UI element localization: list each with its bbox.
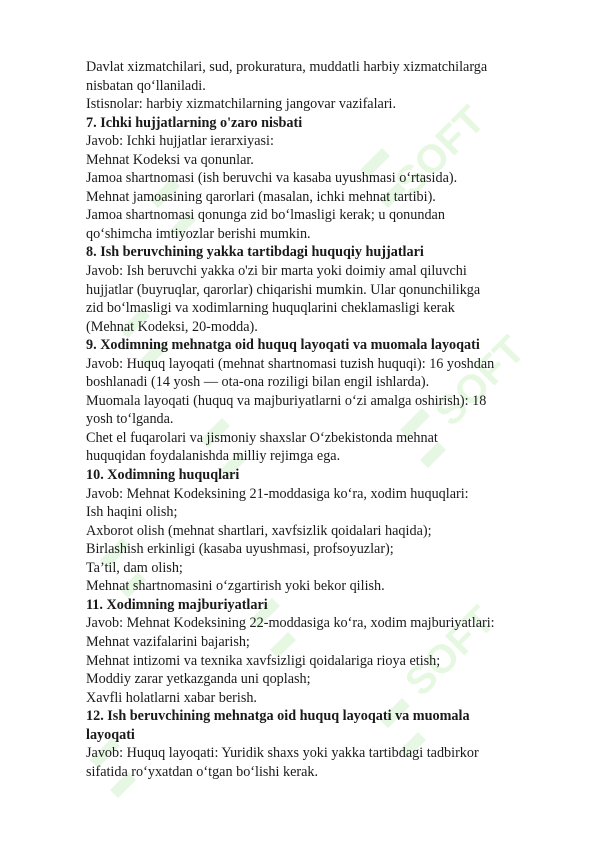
watermark-text-3: SOFT (396, 598, 504, 705)
text-line: nisbatan qo‘llaniladi. (86, 77, 206, 94)
text-line: Axborot olish (mehnat shartlari, xavfsizlik qoidalari haqida); (86, 522, 432, 539)
text-line: Istisnolar: harbiy xizmatchilarning jangovar vazifalari. (86, 96, 397, 113)
text-line: Javob: Ish beruvchi yakka o'zi bir marta yoki doimiy amal qiluvchi (86, 263, 467, 280)
text-line: Mehnat Kodeksi va qonunlar. (86, 151, 254, 168)
text-line: boshlanadi (14 yosh — ota-ona roziligi bilan engil ishlarda). (86, 374, 430, 391)
document-body (86, 58, 556, 781)
text-line: Mehnat intizomi va texnika xavfsizligi qoidalariga rioya etish; (86, 652, 441, 669)
text-line: Chet el fuqarolari va jismoniy shaxslar O‘zbekistonda mehnat (86, 429, 438, 446)
section-heading-line: 12. Ish beruvchining mehnatga oid huquq layoqati va muomala (86, 708, 470, 725)
text-line: (Mehnat Kodeksi, 20-modda). (86, 318, 258, 335)
text-line: Ta’til, dam olish; (86, 559, 183, 576)
text-line: Javob: Mehnat Kodeksining 21-moddasiga ko‘ra, xodim huquqlari: (86, 485, 469, 502)
text-line: hujjatlar (buyruqlar, qarorlar) chiqarishi mumkin. Ular qonunchilikga (86, 281, 481, 298)
text-line: Javob: Huquq layoqati (mehnat shartnomasi tuzish huquqi): 16 yoshdan (86, 355, 495, 372)
text-line: Mehnat vazifalarini bajarish; (86, 633, 250, 650)
text-line: Birlashish erkinligi (kasaba uyushmasi, profsoyuzlar); (86, 541, 394, 558)
section-heading-line: 11. Xodimning majburiyatlari (86, 596, 268, 613)
text-line: huquqidan foydalanishda milliy rejimga ega. (86, 448, 341, 465)
text-line: zid bo‘lmasligi va xodimlarning huquqlarini cheklamasligi kerak (86, 300, 455, 317)
text-line: Xavfli holatlarni xabar berish. (86, 689, 257, 706)
section-heading-line: 8. Ish beruvchining yakka tartibdagi huquqiy hujjatlari (86, 244, 424, 261)
text-line: Mehnat shartnomasini o‘zgartirish yoki bekor qilish. (86, 578, 385, 595)
watermark-text-2: SOFT (426, 328, 534, 435)
text-line: Muomala layoqati (huquq va majburiyatlarni o‘zi amalga oshirish): 18 (86, 392, 487, 409)
text-line: yosh to‘lganda. (86, 411, 174, 428)
text-line: qo‘shimcha imtiyozlar berishi mumkin. (86, 225, 311, 242)
section-heading-line: 10. Xodimning huquqlari (86, 467, 240, 484)
watermark-text-1: SOFT (386, 98, 494, 205)
section-heading-line: 7. Ichki hujjatlarning o'zaro nisbati (86, 114, 303, 131)
text-line: Javob: Mehnat Kodeksining 22-moddasiga ko‘ra, xodim majburiyatlari: (86, 615, 495, 632)
text-line: Ish haqini olish; (86, 504, 178, 521)
section-heading-line: layoqati (86, 726, 135, 743)
section-heading-line: 9. Xodimning mehnatga oid huquq layoqati va muomala layoqati (86, 337, 480, 354)
text-line: Javob: Huquq layoqati: Yuridik shaxs yoki yakka tartibdagi tadbirkor (86, 745, 479, 762)
text-line: Davlat xizmatchilari, sud, prokuratura, muddatli harbiy xizmatchilarga (86, 59, 488, 75)
text-line: Mehnat jamoasining qarorlari (masalan, ichki mehnat tartibi). (86, 188, 436, 205)
text-line: Javob: Ichki hujjatlar ierarxiyasi: (86, 133, 274, 150)
text-line: Jamoa shartnomasi (ish beruvchi va kasaba uyushmasi o‘rtasida). (86, 170, 458, 187)
text-line: Moddiy zarar yetkazganda uni qoplash; (86, 671, 311, 688)
text-line: Jamoa shartnomasi qonunga zid bo‘lmasligi kerak; u qonundan (86, 207, 445, 224)
text-line: sifatida ro‘yxatdan o‘tgan bo‘lishi kerak. (86, 763, 319, 780)
